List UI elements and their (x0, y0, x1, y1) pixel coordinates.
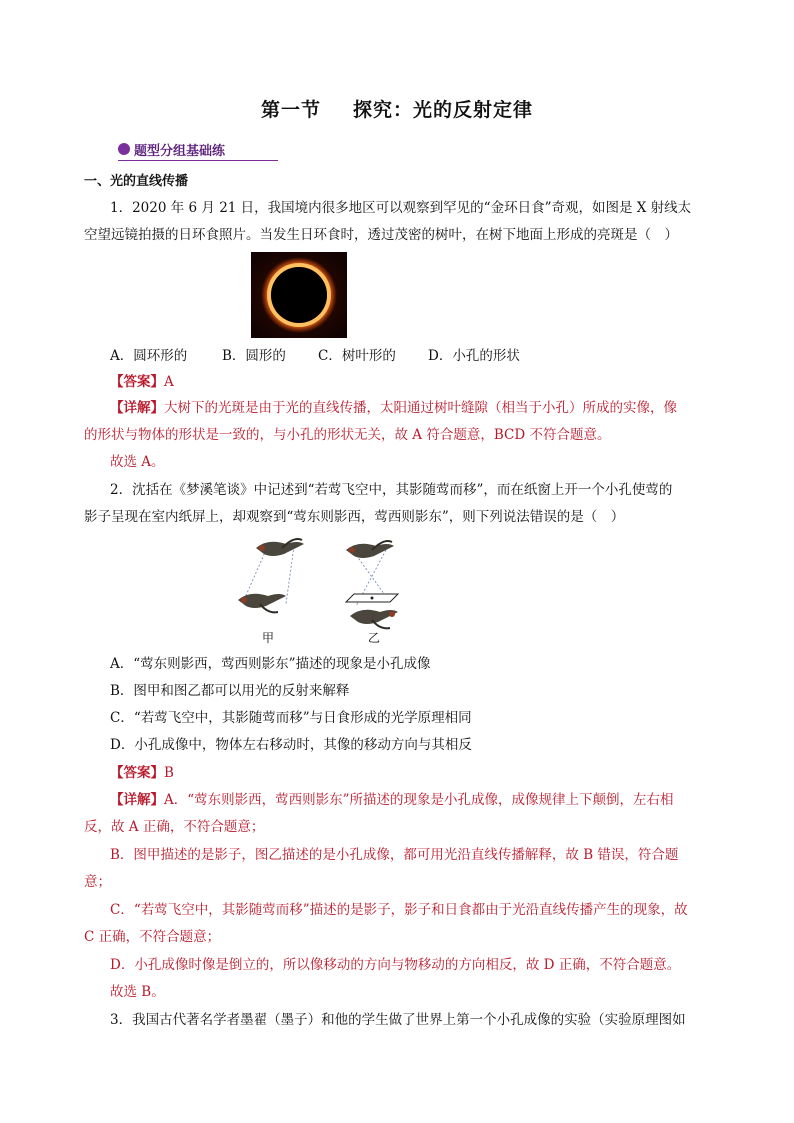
q1-detail-line-1 (110, 398, 677, 418)
q2-answer (110, 763, 174, 783)
bird-icon (346, 541, 394, 558)
annular-eclipse-icon (251, 252, 347, 338)
q2-detail-line-a2: 反，故 A 正确，不符合题意； (84, 819, 265, 835)
detail-label: 【详解】 (110, 792, 164, 808)
q2-detail-line-d1: D．小孔成像时像是倒立的，所以像移动的方向与物移动的方向相反，故 D 正确，不符合题意。 (110, 957, 681, 973)
bird-shadow-icon (238, 594, 286, 613)
q2-option-d: D．小孔成像中，物体左右移动时，其像的移动方向与其相反 (110, 737, 472, 753)
q1-option-a: A．圆环形的 (110, 348, 188, 364)
q2-detail-a1: A．“莺东则影西，莺西则影东”所描述的现象是小孔成像，成像规律上下颠倒，左右相 (164, 792, 674, 808)
section-tag (118, 140, 278, 161)
figure-label-jia: 甲 (262, 631, 275, 645)
answer-label: 【答案】 (110, 374, 164, 390)
q2-detail-line-c2: C 正确，不符合题意； (84, 929, 221, 945)
q1-text-line-2: 空望远镜拍摄的日环食照片。当发生日环食时，透过茂密的树叶，在树下地面上形成的亮斑是（ ） (84, 227, 678, 243)
q2-text-line-1: 2．沈括在《梦溪笔谈》中记述到“若莺飞空中，其影随莺而移”，而在纸窗上开一个小孔使莺的 (110, 482, 673, 498)
bird-icon (256, 539, 304, 556)
q1-answer-value: A (164, 374, 174, 390)
chapter-label: 第一节 (260, 99, 321, 121)
q2-option-b: B．图甲和图乙都可以用光的反射来解释 (110, 683, 350, 699)
q1-detail-text-1: 大树下的光斑是由于光的直线传播，太阳通过树叶缝隙（相当于小孔）所成的实像，像 (164, 400, 677, 416)
chapter-topic: 探究：光的反射定律 (353, 99, 534, 121)
q3-text-line-1: 3．我国古代著名学者墨翟（墨子）和他的学生做了世界上第一个小孔成像的实验（实验原理图如 (110, 1012, 686, 1028)
figure-label-yi: 乙 (368, 631, 381, 645)
q1-text-line-1: 1．2020 年 6 月 21 日，我国境内很多地区可以观察到罕见的“金环日食”奇观，如图是 X 射线太 (110, 200, 692, 216)
annular-eclipse-photo (251, 252, 347, 338)
q1-option-c: C．树叶形的 (318, 348, 396, 364)
bullet-dot-icon (118, 143, 130, 155)
q1-detail-line-2: 的形状与物体的形状是一致的，与小孔的形状无关，故 A 符合题意，BCD 不符合题意。 (84, 427, 611, 443)
section-tag-label: 题型分组基础练 (134, 144, 226, 159)
detail-label: 【详解】 (110, 400, 164, 416)
q2-answer-value: B (164, 765, 174, 781)
q2-conclusion: 故选 B。 (110, 984, 165, 1000)
page-title (0, 95, 794, 122)
q2-detail-line-c1: C．“若莺飞空中，其影随莺而移”描述的是影子，影子和日食都由于光沿直线传播产生的现象，故 (110, 902, 688, 918)
q2-detail-line-a1 (110, 790, 674, 810)
q1-conclusion: 故选 A。 (110, 454, 165, 470)
bird-shadow-figure (228, 532, 428, 646)
q2-option-c: C．“若莺飞空中，其影随莺而移”与日食形成的光学原理相同 (110, 710, 472, 726)
q2-detail-line-b2: 意； (84, 874, 111, 890)
q2-detail-line-b1: B．图甲描述的是影子，图乙描述的是小孔成像，都可用光沿直线传播解释，故 B 错误，符合题 (110, 847, 679, 863)
q1-option-b: B．圆形的 (222, 348, 286, 364)
q1-option-d: D．小孔的形状 (428, 348, 520, 364)
q1-options (110, 346, 520, 366)
q1-answer (110, 372, 174, 392)
figure-jia (238, 539, 304, 612)
bird-image-icon (350, 610, 398, 629)
figure-yi (346, 541, 398, 628)
answer-label: 【答案】 (110, 765, 164, 781)
section-heading: 一、光的直线传播 (84, 174, 189, 189)
q2-option-a: A．“莺东则影西，莺西则影东”描述的现象是小孔成像 (110, 656, 431, 672)
q2-text-line-2: 影子呈现在室内纸屏上，却观察到“莺东则影西，莺西则影东”，则下列说法错误的是（ ） (84, 509, 625, 525)
bird-shadow-diagram (228, 532, 428, 646)
